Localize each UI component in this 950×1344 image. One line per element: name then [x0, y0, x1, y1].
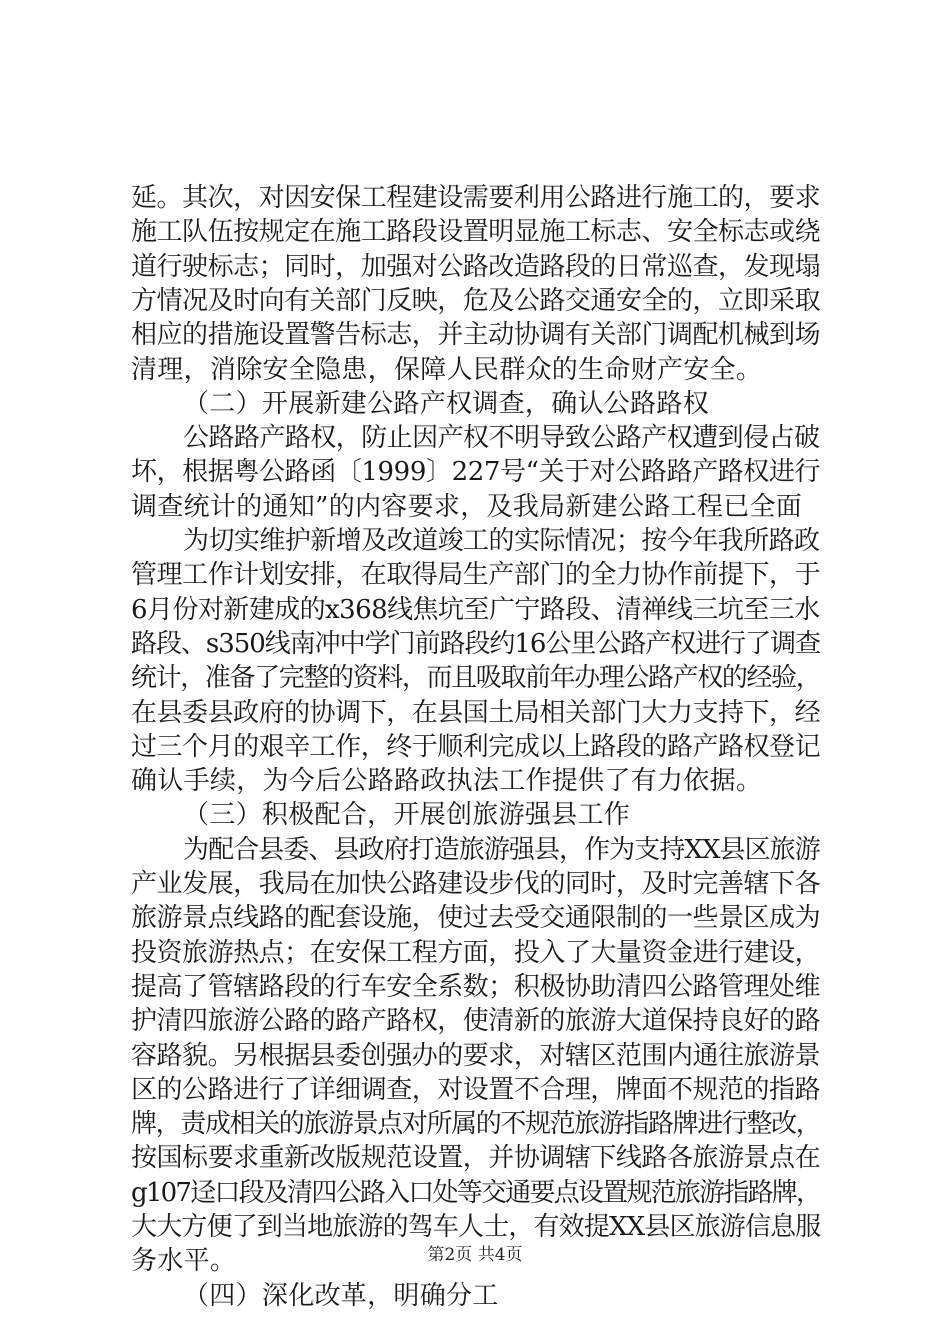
text-line: 路段、s350线南冲中学门前路段约16公里公路产权进行了调查: [131, 628, 821, 659]
text-line: 相应的措施设置警告标志，并主动协调有关部门调配机械到场: [131, 320, 821, 351]
text-line: 区的公路进行了详细调查，对设置不合理，牌面不规范的指路: [131, 1074, 821, 1105]
text-line: 公路路产路权，防止因产权不明导致公路产权遭到侵占破: [183, 423, 820, 454]
text-line: （三）积极配合，开展创旅游强县工作: [183, 800, 631, 831]
text-line: 护清四旅游公路的路产路权，使清新的旅游大道保持良好的路: [131, 1006, 821, 1037]
text-line: 确认手续，为今后公路路政执法工作提供了有力依据。: [131, 766, 763, 797]
text-line: 坏，根据粤公路函〔1999〕227号“关于对公路路产路权进行: [131, 457, 821, 488]
text-line: 调查统计的通知”的内容要求，及我局新建公路工程已全面: [131, 491, 803, 522]
text-line: 6月份对新建成的x368线焦坑至广宁路段、清禅线三坑至三水: [131, 594, 820, 625]
text-line: 按国标要求重新改版规范设置，并协调辖下线路各旅游景点在: [131, 1143, 821, 1174]
text-line: 清理，消除安全隐患，保障人民群众的生命财产安全。: [131, 354, 763, 385]
text-line: 在县委县政府的协调下，在县国土局相关部门大力支持下，经: [131, 697, 821, 728]
text-line: 旅游景点线路的配套设施，使过去受交通限制的一些景区成为: [131, 903, 821, 934]
page-footer: 第2页 共4页: [427, 1245, 523, 1265]
text-line: （四）深化改革，明确分工: [183, 1280, 499, 1311]
text-line: 提高了管辖路段的行车安全系数；积极协助清四公路管理处维: [131, 971, 821, 1002]
text-line: 投资旅游热点；在安保工程方面，投入了大量资金进行建设，: [131, 937, 821, 968]
text-line: 牌，责成相关的旅游景点对所属的不规范旅游指路牌进行整改，: [131, 1109, 821, 1140]
text-line: 产业发展，我局在加快公路建设步伐的同时，及时完善辖下各: [131, 869, 821, 899]
text-line: 过三个月的艰辛工作，终于顺利完成以上路段的路产路权登记: [131, 731, 821, 762]
text-line: （二）开展新建公路产权调查，确认公路路权: [183, 388, 710, 419]
text-line: 大大方便了到当地旅游的驾车人士，有效提XX县区旅游信息服: [131, 1212, 821, 1242]
text-line: g107迳口段及清四公路入口处等交通要点设置规范旅游指路牌，: [131, 1177, 821, 1208]
text-line: 管理工作计划安排，在取得局生产部门的全力协作前提下，于: [131, 560, 821, 591]
text-line: 为切实维护新增及改道竣工的实际情况；按今年我所路政: [183, 526, 820, 556]
text-line: 方情况及时向有关部门反映，危及公路交通安全的，立即采取: [131, 285, 821, 316]
text-line: 容路貌。另根据县委创强办的要求，对辖区范围内通往旅游景: [131, 1040, 821, 1071]
text-line: 道行驶标志；同时，加强对公路改造路段的日常巡查，发现塌: [131, 251, 821, 282]
text-line: 延。其次，对因安保工程建设需要利用公路进行施工的，要求: [131, 183, 821, 213]
text-line: 施工队伍按规定在施工路段设置明显施工标志、安全标志或绕: [131, 217, 821, 248]
text-line: 为配合县委、县政府打造旅游强县，作为支持XX县区旅游: [183, 834, 820, 865]
text-line: 统计，准备了完整的资料，而且吸取前年办理公路产权的经验，: [131, 663, 821, 694]
text-line: 务水平。: [131, 1246, 237, 1277]
